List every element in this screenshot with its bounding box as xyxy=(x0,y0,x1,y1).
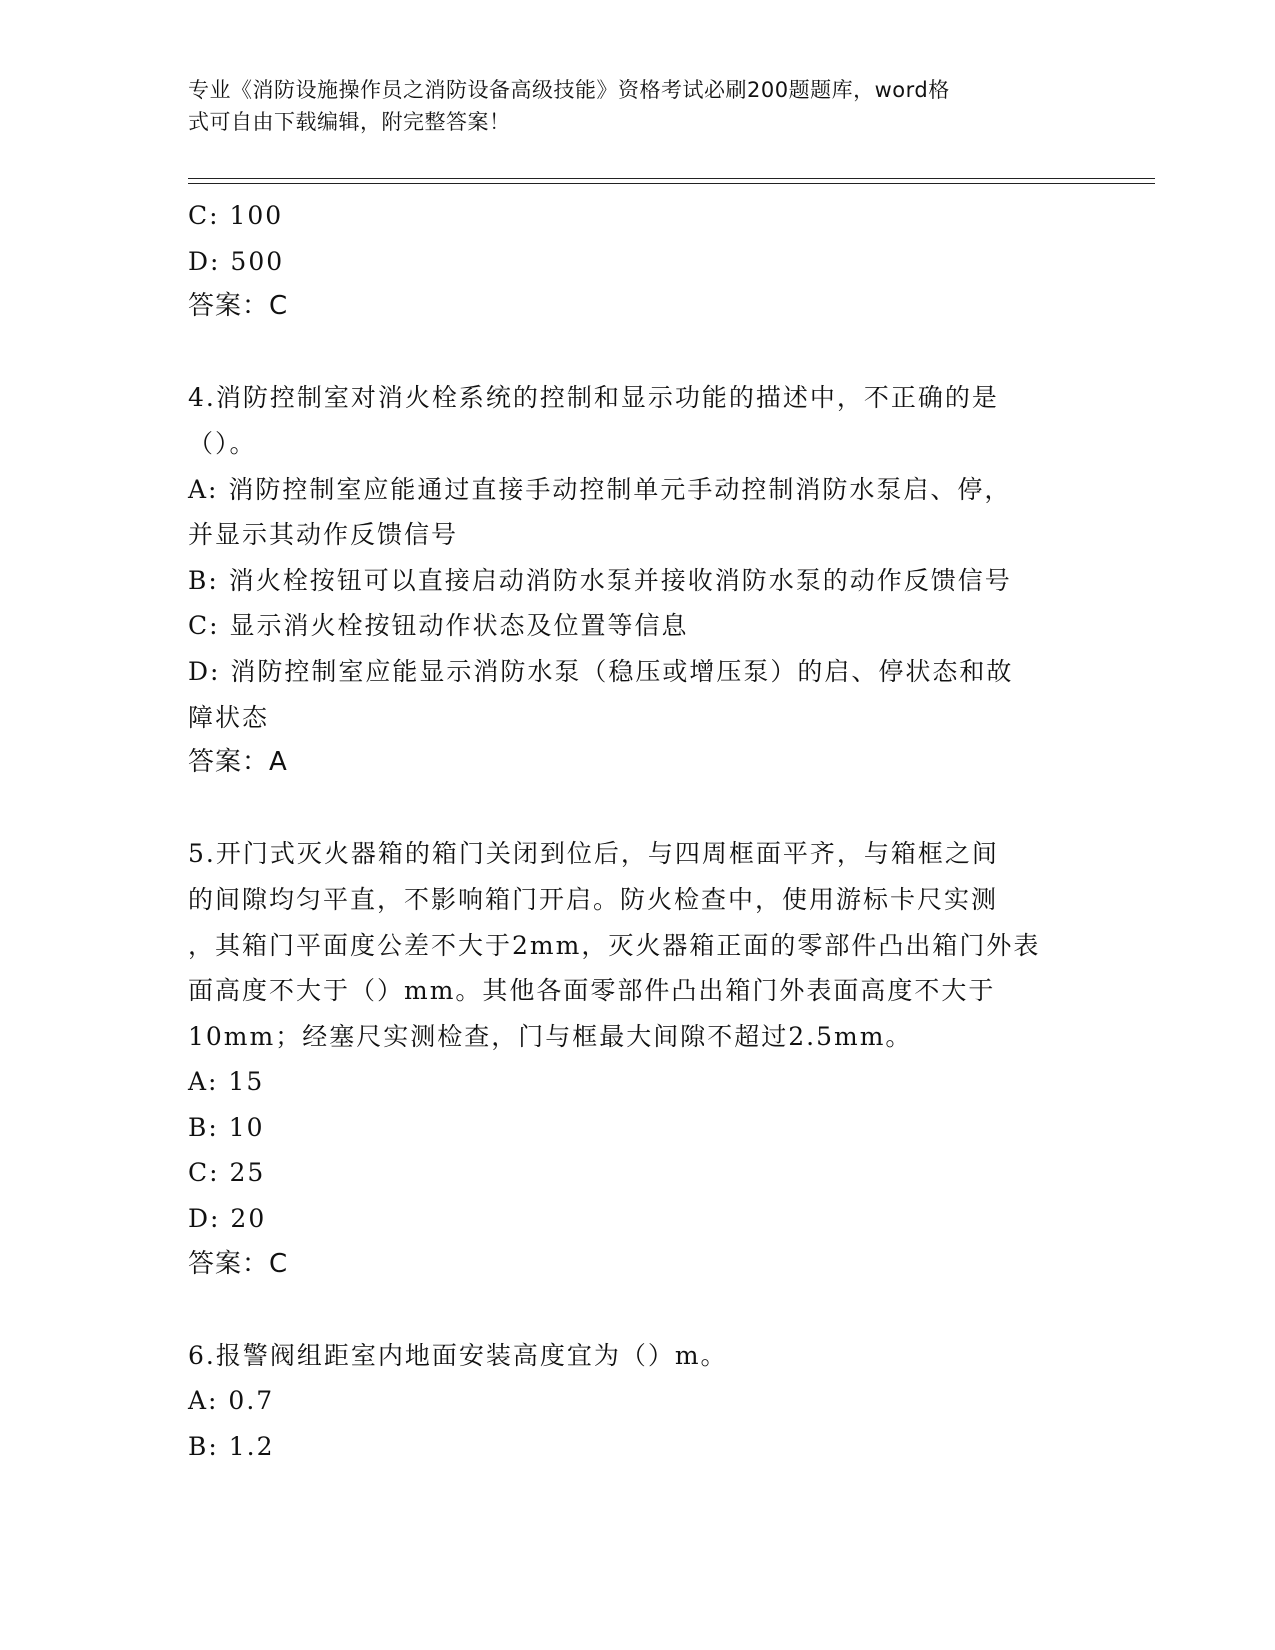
spacer xyxy=(188,786,1088,832)
header-divider-bottom xyxy=(188,183,1155,184)
answer: 答案：A xyxy=(188,747,288,778)
answer: 答案：C xyxy=(188,1248,289,1279)
option-d: D: 消防控制室应能显示消防水泵（稳压或增压泵）的启、停状态和故 xyxy=(188,656,1014,686)
option-a: A: 消防控制室应能通过直接手动控制单元手动控制消防水泵启、停， xyxy=(188,474,1012,504)
option-b: B: 1.2 xyxy=(188,1432,275,1462)
question-stem: ，其箱门平面度公差不大于2mm，灭火器箱正面的零部件凸出箱门外表 xyxy=(188,930,1041,960)
question-stem: 5.开门式灭火器箱的箱门关闭到位后，与四周框面平齐，与箱框之间 xyxy=(188,839,999,869)
spacer xyxy=(188,1287,1088,1333)
option-a: A: 15 xyxy=(188,1067,265,1097)
question-stem: 10mm；经塞尺实测检查，门与框最大间隙不超过2.5mm。 xyxy=(188,1021,913,1051)
option-d: D: 500 xyxy=(188,246,285,276)
question-stem: 的间隙均匀平直，不影响箱门开启。防火检查中，使用游标卡尺实测 xyxy=(188,884,999,914)
question-stem: 4.消防控制室对消火栓系统的控制和显示功能的描述中，不正确的是 xyxy=(188,383,999,413)
header-title-line-1: 专业《消防设施操作员之消防设备高级技能》资格考试必刷200题题库，word格 xyxy=(188,78,950,102)
question-3 xyxy=(188,193,1088,330)
option-b: B: 10 xyxy=(188,1112,265,1142)
question-6 xyxy=(188,1333,1088,1470)
option-d: 障状态 xyxy=(188,702,270,732)
page-header xyxy=(188,74,1088,138)
header-divider-top xyxy=(188,178,1155,179)
header-title-line-2: 式可自由下载编辑，附完整答案！ xyxy=(188,110,511,134)
question-5 xyxy=(188,831,1088,1287)
option-c: C: 显示消火栓按钮动作状态及位置等信息 xyxy=(188,611,689,641)
question-stem: 6.报警阀组距室内地面安装高度宜为（）m。 xyxy=(188,1340,728,1370)
spacer xyxy=(188,330,1088,376)
answer: 答案：C xyxy=(188,291,289,322)
question-4 xyxy=(188,375,1088,785)
option-d: D: 20 xyxy=(188,1204,267,1234)
option-b: B: 消火栓按钮可以直接启动消防水泵并接收消防水泵的动作反馈信号 xyxy=(188,565,1012,595)
option-c: C: 100 xyxy=(188,201,284,230)
option-c: C: 25 xyxy=(188,1158,266,1188)
option-a: A: 0.7 xyxy=(188,1386,275,1416)
option-a: 并显示其动作反馈信号 xyxy=(188,520,459,550)
question-list xyxy=(188,193,1088,1470)
question-stem: （）。 xyxy=(188,428,257,458)
question-stem: 面高度不大于（）mm。其他各面零部件凸出箱门外表面高度不大于 xyxy=(188,976,996,1006)
